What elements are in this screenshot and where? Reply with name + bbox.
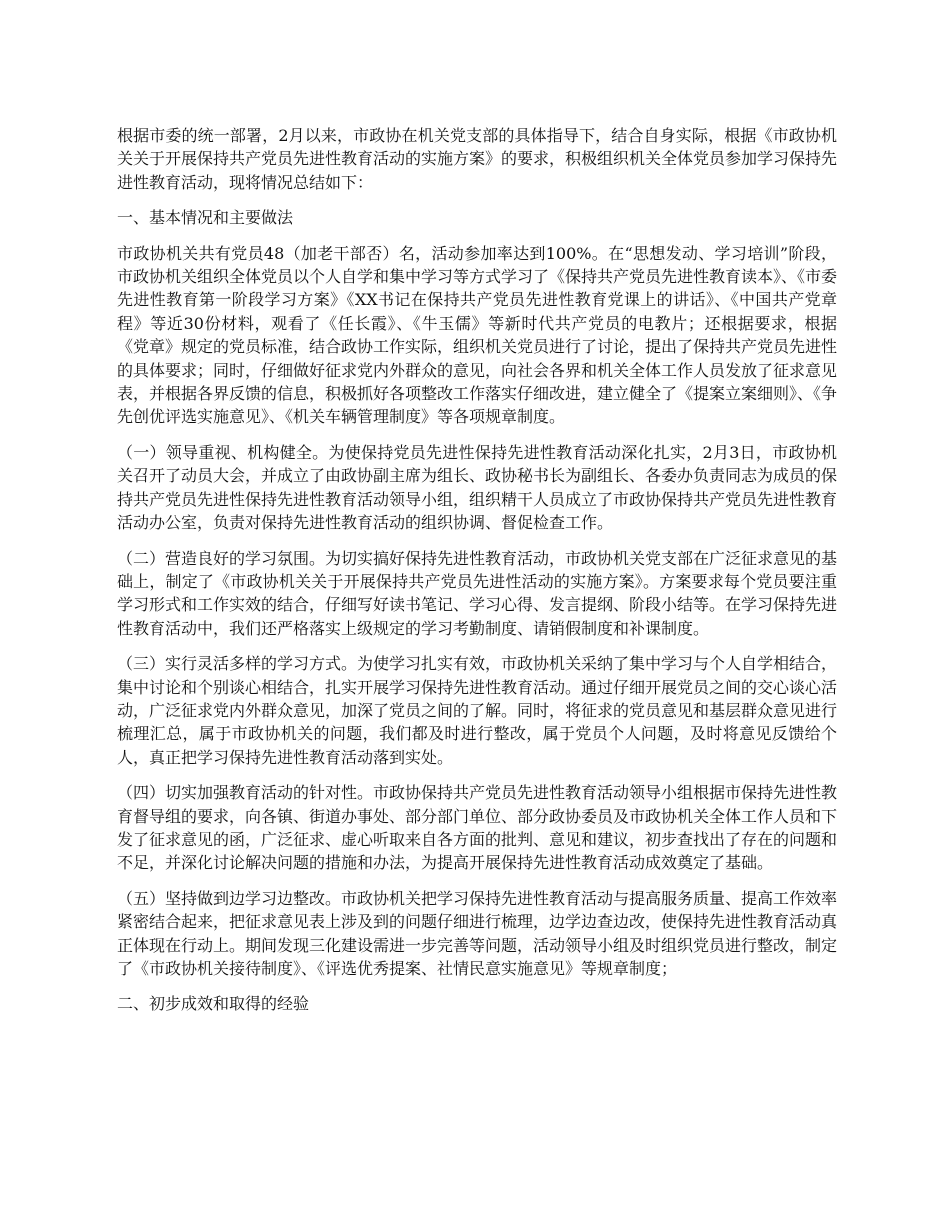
item-2-paragraph: （二）营造良好的学习氛围。为切实搞好保持先进性教育活动，市政协机关党支部在广泛征求意见的基础上，制定了《市政协机关关于开展保持共产党员先进性活动的实施方案》。方案要求每个党员要注重学习形式和工作实效的结合，仔细写好读书笔记、学习心得、发言提纲、阶段小结等。在学习保持先进性教育活动中，我们还严格落实上级规定的学习考勤制度、请销假制度和补课制度。 <box>117 548 838 638</box>
section-1-heading: 一、基本情况和主要做法 <box>117 208 294 228</box>
document-page <box>117 124 837 1028</box>
item-1-paragraph: （一）领导重视、机构健全。为使保持党员先进性保持先进性教育活动深化扎实，2月3日，市政协机关召开了动员大会，并成立了由政协副主席为组长、政协秘书长为副组长、各委办负责同志为成员的保持共产党员先进性保持先进性教育活动领导小组，组织精干人员成立了市政协保持共产党员先进性教育活动办公室，负责对保持先进性教育活动的组织协调、督促检查工作。 <box>117 442 838 533</box>
item-4-paragraph: （四）切实加强教育活动的针对性。市政协保持共产党员先进性教育活动领导小组根据市保持先进性教育督导组的要求，向各镇、街道办事处、部分部门单位、部分政协委员及市政协机关全体工作人员和下发了征求意见的函，广泛征求、虚心听取来自各方面的批判、意见和建议，初步查找出了存在的问题和不足，并深化讨论解决问题的措施和办法，为提高开展保持先进性教育活动成效奠定了基础。 <box>117 783 838 873</box>
intro-paragraph: 根据市委的统一部署，2月以来，市政协在机关党支部的具体指导下，结合自身实际，根据《市政协机关关于开展保持共产党员先进性教育活动的实施方案》的要求，积极组织机关全体党员参加学习保持先进性教育活动，现将情况总结如下： <box>117 126 838 192</box>
item-3-paragraph: （三）实行灵活多样的学习方式。为使学习扎实有效，市政协机关采纳了集中学习与个人自学相结合，集中讨论和个别谈心相结合，扎实开展学习保持先进性教育活动。通过仔细开展党员之间的交心谈心活动，广泛征求党内外群众意见，加深了党员之间的了解。同时，将征求的党员意见和基层群众意见进行梳理汇总，属于市政协机关的问题，我们都及时进行整改，属于党员个人问题，及时将意见反馈给个人，真正把学习保持先进性教育活动落到实处。 <box>117 654 838 767</box>
item-5-paragraph: （五）坚持做到边学习边整改。市政协机关把学习保持先进性教育活动与提高服务质量、提高工作效率紧密结合起来，把征求意见表上涉及到的问题仔细进行梳理，边学边查边改，使保持先进性教育活动真正体现在行动上。期间发现三化建设需进一步完善等问题，活动领导小组及时组织党员进行整改，制定了《市政协机关接待制度》、《评选优秀提案、社情民意实施意见》等规章制度； <box>117 888 838 978</box>
section-1-body: 市政协机关共有党员48（加老干部否）名，活动参加率达到100%。在“思想发动、学习培训”阶段，市政协机关组织全体党员以个人自学和集中学习等方式学习了《保持共产党员先进性教育读本》、《市委先进性教育第一阶段学习方案》《XX书记在保持共产党员先进性教育党课上的讲话》、《中国共产党章程》等近30份材料，观看了《任长霞》、《牛玉儒》等新时代共产党员的电教片；还根据要求，根据《党章》规定的党员标准，结合政协工作实际，组织机关党员进行了讨论，提出了保持共产党员先进性的具体要求；同时，仔细做好征求党内外群众的意见，向社会各界和机关全体工作人员发放了征求意见表，并根据各界反馈的信息，积极抓好各项整改工作落实仔细改进，建立健全了《提案立案细则》、《争先创优评选实施意见》、《机关车辆管理制度》等各项规章制度。 <box>117 243 838 427</box>
section-2-heading: 二、初步成效和取得的经验 <box>117 994 310 1014</box>
